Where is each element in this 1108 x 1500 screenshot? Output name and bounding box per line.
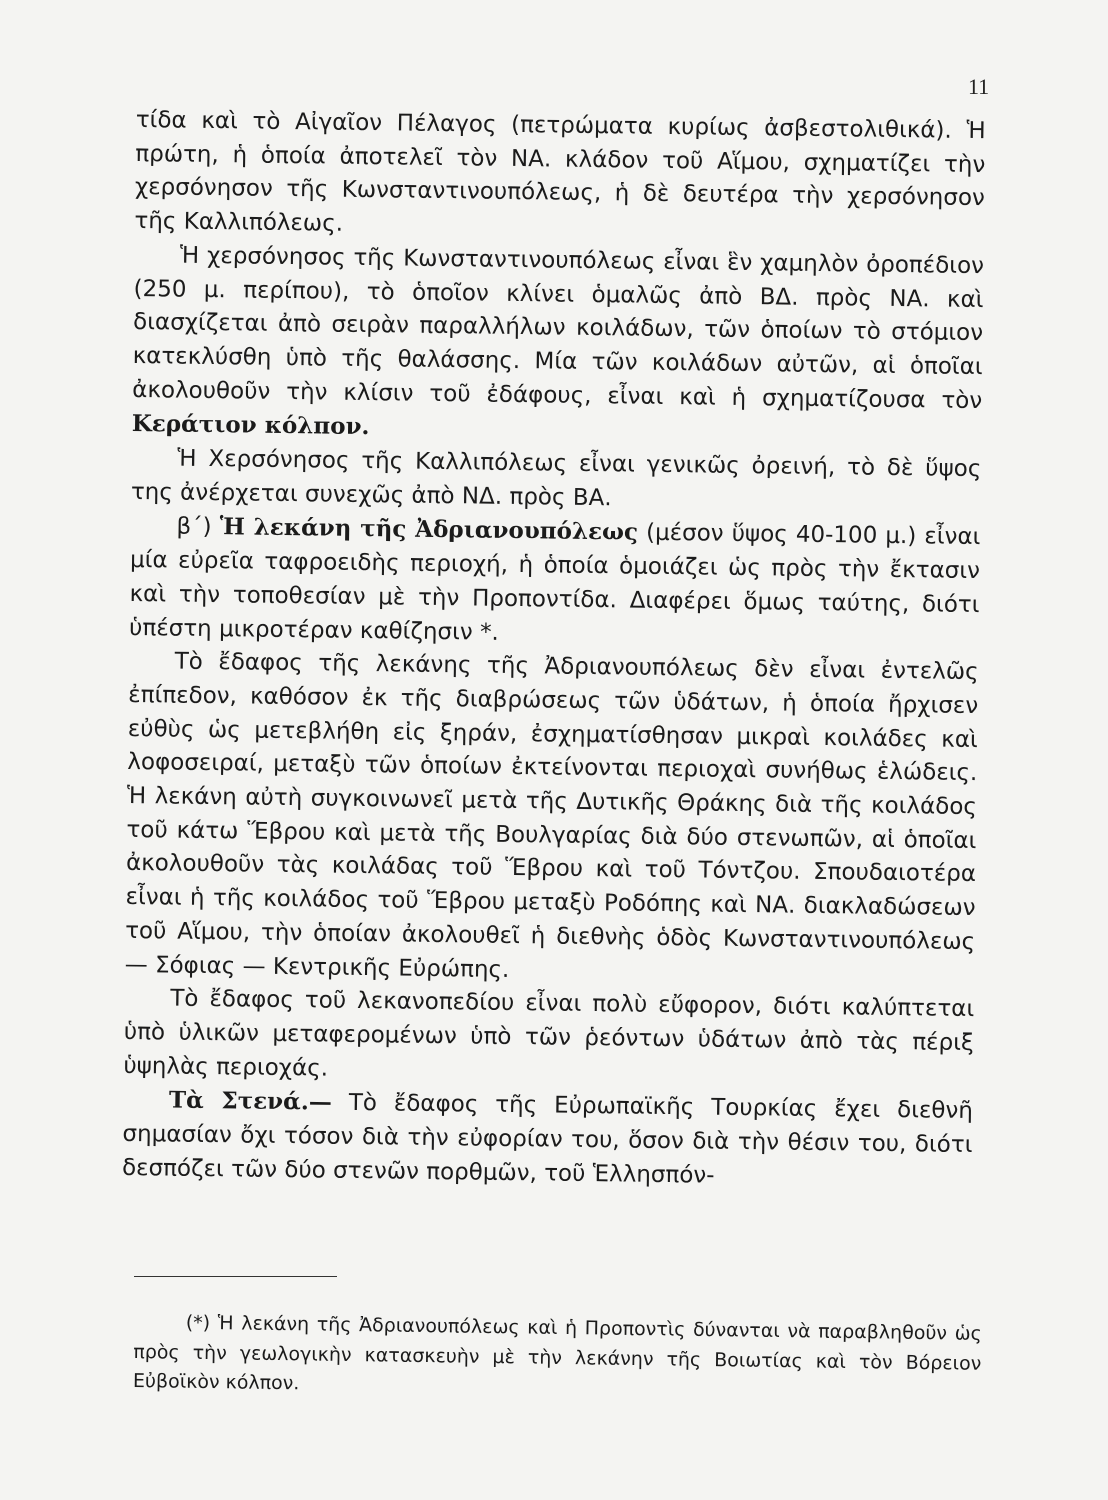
paragraph-4 xyxy=(129,509,981,656)
section-label-b: β΄) xyxy=(176,514,212,541)
paragraph-4-text: (μέσον ὕψος 40-100 μ.) εἶναι μία εὐρεῖα ταφροειδὴς περιοχή, ἡ ὁποία ὁμοιάζει ὡς πρὸς τὴν ἔκτασιν καὶ τὴν τοποθεσίαν μὲ τὴν Προποντίδα. Διαφέρει ὅμως ταύτης, διότι ὑπέστη μικροτέραν καθίζησιν *. xyxy=(128,520,981,646)
footnote-text: (*) Ἡ λεκάνη τῆς Ἀδριανουπόλεως καὶ ἡ Προποντὶς δύνανται νὰ παραβληθοῦν ὡς πρὸς τὴν γεωλογικὴν κατασκευὴν μὲ τὴν λεκάνην τῆς Βοιωτίας καὶ τὸν Βόρειον Εὐβοϊκὸν κόλπον. xyxy=(132,1311,982,1395)
body-text xyxy=(122,104,986,1197)
paragraph-7-text: Τὸ ἔδαφος τῆς Εὐρωπαϊκῆς Τουρκίας ἔχει διεθνῆ σημασίαν ὄχι τόσον διὰ τὴν εὐφορίαν του, ὅσον διὰ τὴν θέσιν του, διότι δεσπόζει τῶν δύο στενῶν πορθμῶν, τοῦ Ἑλλησπόν- xyxy=(121,1090,974,1189)
paragraph-2-text: Ἡ χερσόνησος τῆς Κωνσταντινουπόλεως εἶναι ἓν χαμηλὸν ὀροπέδιον (250 μ. περίπου), τὸ ὁποῖον κλίνει ὁμαλῶς ἀπὸ ΒΔ. πρὸς ΝΑ. καὶ διασχίζεται ἀπὸ σειρὰν παραλλήλων κοιλάδων, τῶν ὁποίων τὸ στόμιον κατεκλύσθη ὑπὸ τῆς θαλάσσης. Μία τῶν κοιλάδων αὐτῶν, αἱ ὁποῖαι ἀκολουθοῦν τὴν κλίσιν τοῦ ἐδάφους, εἶναι καὶ ἡ σχηματίζουσα τὸν xyxy=(132,242,985,414)
paragraph-6: Τὸ ἔδαφος τοῦ λεκανοπεδίου εἶναι πολὺ εὔφορον, διότι καλύπτεται ὑπὸ ὑλικῶν μεταφερομένων ὑπὸ τῶν ῥεόντων ὑδάτων ἀπὸ τὰς πέριξ ὑψηλὰς περιοχάς. xyxy=(123,985,975,1082)
footnote-divider xyxy=(134,1276,337,1277)
paragraph-1: τίδα καὶ τὸ Αἰγαῖον Πέλαγος (πετρώματα κυρίως ἀσβεστολιθικά). Ἡ πρώτη, ἡ ὁποία ἀποτελεῖ τὸν ΝΑ. κλάδον τοῦ Αἵμου, σχηματίζει τὴν χερσόνησον τῆς Κωνσταντινουπόλεως, ἡ δὲ δευτέρα τὴν χερσόνησον τῆς Καλλιπόλεως. xyxy=(134,106,986,237)
paragraph-7 xyxy=(122,1083,973,1196)
page-number: 11 xyxy=(968,74,990,99)
paragraph-2 xyxy=(132,239,985,453)
section-heading-adrianoupolis: Ἡ λεκάνη τῆς Ἀδριανουπόλεως xyxy=(219,513,639,547)
paragraph-5: Τὸ ἔδαφος τῆς λεκάνης τῆς Ἀδριανουπόλεως δὲν εἶναι ἐντελῶς ἐπίπεδον, καθόσον ἐκ τῆς διαβρώσεως τῶν ὑδάτων, ἡ ὁποία ἤρχισεν εὐθὺς ὡς μετεβλήθη εἰς ξηράν, ἐσχηματίσθησαν μικραὶ κοιλάδες καὶ λοφοσειραί, μεταξὺ τῶν ὁποίων ἐκτείνονται περιοχαὶ συνήθως ἑλώδεις. Ἡ λεκάνη αὐτὴ συγκοινωνεῖ μετὰ τῆς Δυτικῆς Θράκης διὰ τῆς κοιλάδος τοῦ κάτω Ἕβρου καὶ μετὰ τῆς Βουλγαρίας διὰ δύο στενωπῶν, αἱ ὁποῖαι ἀκολουθοῦν τὰς κοιλάδας τοῦ Ἕβρου καὶ τοῦ Τόντζου. Σπουδαιοτέρα εἶναι ἡ τῆς κοιλάδος τοῦ Ἕβρου μεταξὺ Ροδόπης καὶ ΝΑ. διακλαδώσεων τοῦ Αἵμου, τὴν ὁποίαν ἀκολουθεῖ ἡ διεθνὴς ὁδὸς Κωνσταντινουπόλεως — Σόφιας — Κεντρικῆς Εὐρώπης. xyxy=(124,648,979,983)
section-heading-stena: Τὰ Στενά.— xyxy=(168,1086,332,1117)
footnote xyxy=(133,1308,982,1408)
term-keratios-kolpos: Κεράτιον κόλπον. xyxy=(131,410,370,441)
paragraph-3: Ἡ Χερσόνησος τῆς Καλλιπόλεως εἶναι γενικῶς ὀρεινή, τὸ δὲ ὕψος της ἀνέρχεται συνεχῶς ἀπὸ ΝΔ. πρὸς ΒΑ. xyxy=(130,445,982,511)
